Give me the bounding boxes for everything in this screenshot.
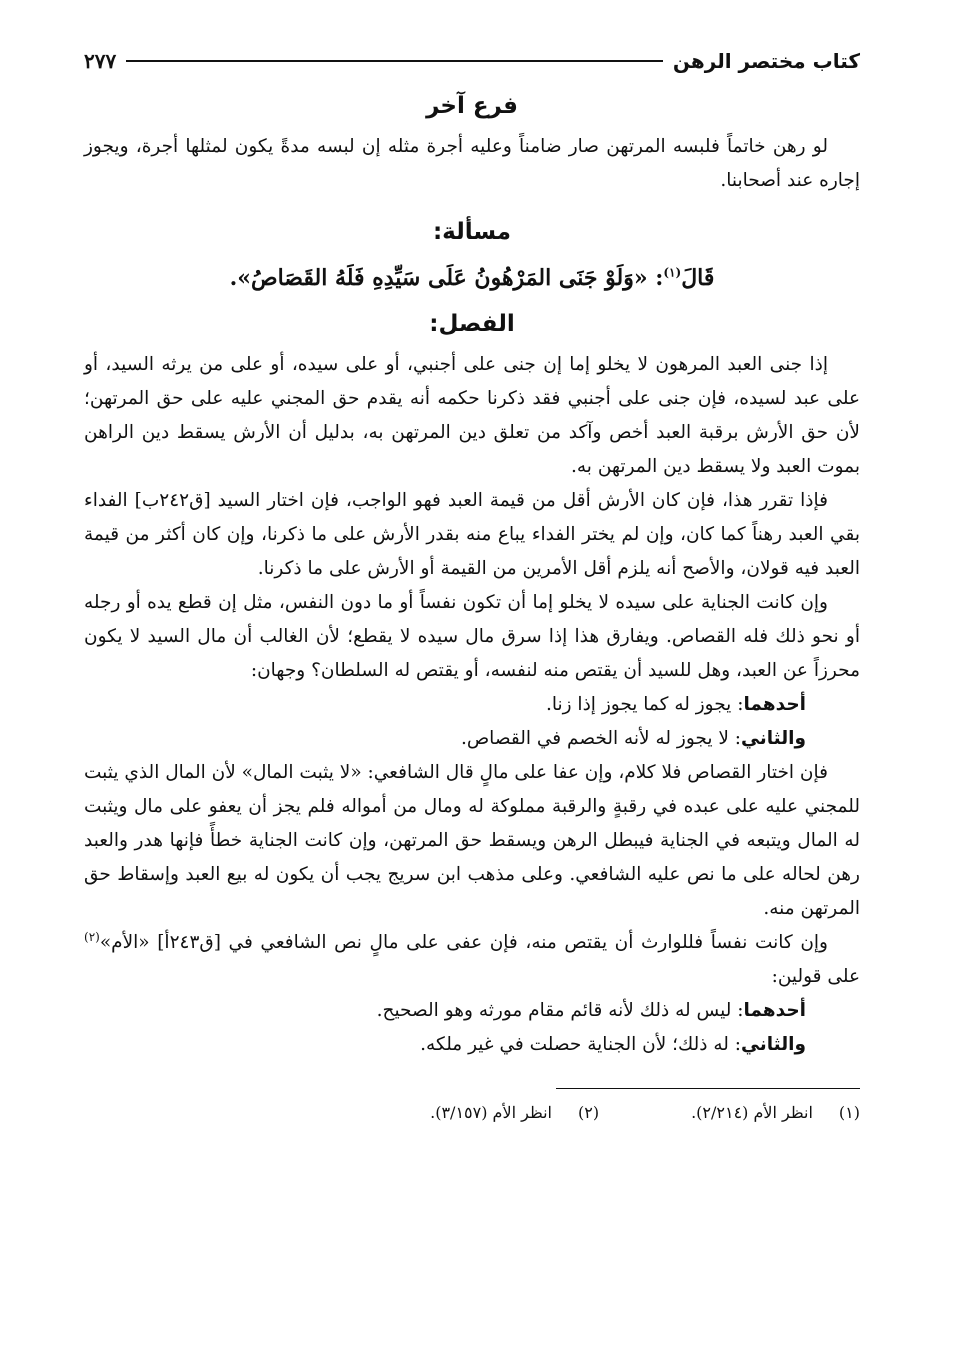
running-header: [84, 38, 860, 84]
footnote-ref-1: (١): [663, 265, 682, 280]
wajh-term: والثاني: [741, 728, 806, 749]
section-heading-far: فرع آخر: [426, 93, 518, 119]
quote-line: [84, 256, 860, 300]
qawl-item: [84, 1028, 860, 1062]
page-number: ٢٧٧: [84, 49, 117, 73]
footnote-text: انظر الأم (٣/١٥٧).: [430, 1103, 552, 1122]
quote-colon: :: [647, 265, 664, 291]
footnote: [430, 1101, 599, 1125]
section-heading-masala: مسألة:: [432, 219, 512, 245]
footnote-number: (٢): [577, 1103, 600, 1122]
paragraph-last: [84, 926, 860, 994]
wajh-text: : يجوز له كما يجوز إذا زنا.: [545, 694, 744, 715]
footnote-ref-2: (٢): [84, 929, 100, 944]
wajh-term: أحدهما: [743, 694, 806, 715]
footnotes: [84, 1101, 860, 1125]
footnote-text: انظر الأم (٢/٢١٤).: [691, 1103, 813, 1122]
wajh-item: [84, 688, 860, 722]
footnote: [691, 1101, 860, 1125]
footnote-rule: [556, 1088, 860, 1089]
footnote-number: (١): [838, 1103, 860, 1122]
header-rule: [126, 60, 663, 62]
book-title: كتاب مختصر الرهن: [672, 49, 860, 73]
quote-text: «وَلَوْ جَنَى المَرْهُونُ عَلَى سَيِّدِهِ فَلَهُ القَصَاصُ».: [229, 265, 648, 291]
section-heading-fasl: الفصل:: [429, 311, 515, 337]
qawl-term: أحدهما: [743, 1000, 806, 1021]
last-para-after: على قولين:: [771, 966, 860, 987]
qawl-item: [84, 994, 860, 1028]
qawl-text: : ليس له ذلك لأنه قائم مقام مورثه وهو الصحيح.: [376, 1000, 744, 1021]
paragraph-far: لو رهن خاتماً فلبسه المرتهن صار ضامناً وعليه أجرة مثله إن لبسه مدةً يكون لمثلها أجرة، ويجوز إجاره عند أصحابنا.: [84, 136, 860, 191]
paragraph: فإن اختار القصاص فلا كلام، وإن عفا على مالٍ قال الشافعي: «لا يثبت المال» لأن المال الذي يثبت للمجني عليه على عبده في رقبةٍ والرقبة مملوكة له ومال من أمواله فلم يجز أن يعفو على مال ويثبت له المال ويتبعه في الجناية فيبطل الرهن ويسقط حق المرتهن، وإن كانت الجناية خطأً فإنها هدر والعبد رهن لحاله على ما نص عليه الشافعي. وعلى مذهب ابن سريج يجب أن يكون له بيع العبد وإسقاط حق المرتهن منه.: [84, 762, 860, 919]
qal-word: قَالَ: [681, 265, 715, 291]
wajh-item: [84, 722, 860, 756]
paragraph: فإذا تقرر هذا، فإن كان الأرش أقل من قيمة العبد فهو الواجب، فإن اختار السيد [ق٢٤٢ب] الفداء بقي العبد رهناً كما كان، وإن لم يختر الفداء يباع منه بقدر الأرش على ما ذكرنا، وإن كان أكثر من قيمة العبد فيه قولان، والأصح أنه يلزم أقل الأمرين من القيمة أو الأرش على ما ذكرنا.: [84, 490, 860, 579]
wajh-text: : لا يجوز له لأنه الخصم في القصاص.: [460, 728, 742, 749]
qawl-text: : له ذلك؛ لأن الجناية حصلت في غير ملكه.: [420, 1034, 742, 1055]
qawl-term: والثاني: [741, 1034, 806, 1055]
page: [84, 38, 860, 1125]
paragraph: إذا جنى العبد المرهون لا يخلو إما إن جنى على أجنبي، أو على سيده، أو على من يرثه السيد، أو على عبد لسيده، فإن جنى على أجنبي فقد ذكرنا حكمه أنه يقدم حق المجني عليه على حق المرتهن؛ لأن حق الأرش برقبة العبد أخص وآكد من تعلق دين المرتهن به، بدليل أن الأرش يسقط دين الراهن بموت العبد ولا يسقط دين المرتهن به.: [84, 354, 860, 477]
paragraph: وإن كانت الجناية على سيده لا يخلو إما أن تكون نفساً أو ما دون النفس، مثل إن قطع يده أو رجله أو نحو ذلك فله القصاص. ويفارق هذا إذا سرق مال سيده لا يقطع؛ لأن الغالب أن مال السيد لا يكون محرزاً عن العبد، وهل للسيد أن يقتص منه لنفسه، أو يقتص له السلطان؟ وجهان:: [84, 592, 860, 681]
last-para-before: وإن كانت نفساً فللوارث أن يقتص منه، فإن عفى على مالٍ نص الشافعي في [ق٢٤٣أ] «الأم»: [99, 932, 828, 953]
